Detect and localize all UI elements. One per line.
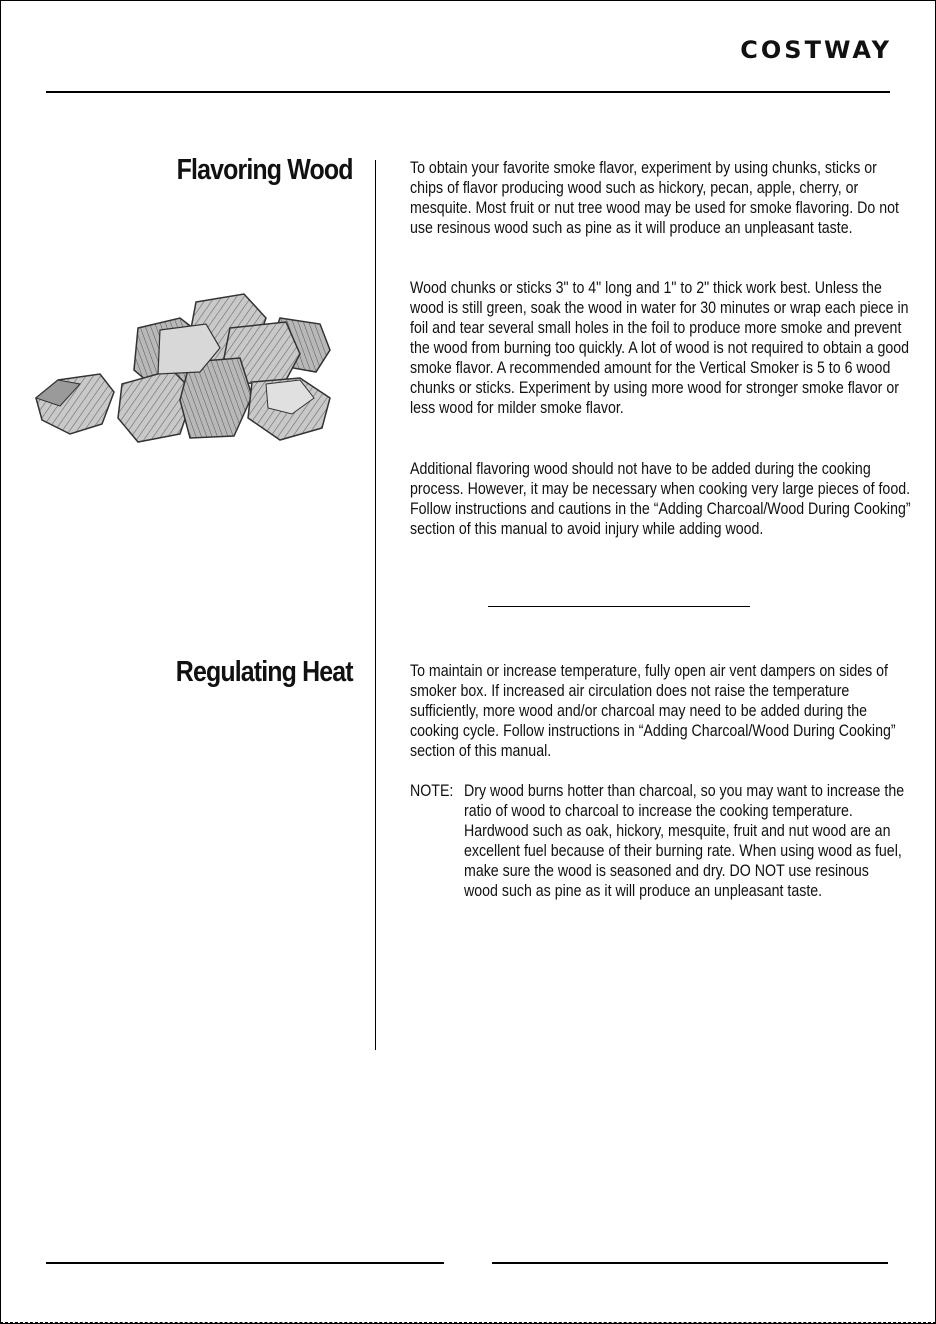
section-heading-regulating-heat: Regulating Heat bbox=[176, 656, 353, 688]
footer-rule-right bbox=[492, 1262, 888, 1264]
note-label: NOTE: bbox=[410, 782, 454, 800]
flavoring-paragraph-1: To obtain your favorite smoke flavor, experiment by using chunks, sticks or chips of flavor producing wood such as hickory, pecan, apple, cherry, or mesquite. Most fruit or nut tree wood may be used for smoke flavoring. Do not use resinous wood such as pine as it will produce an unpleasant taste. bbox=[410, 159, 900, 237]
page-cut-line bbox=[0, 1322, 936, 1323]
flavoring-paragraph-3: Additional flavoring wood should not have to be added during the cooking process. However, it may be necessary when cooking very large pieces of food. Follow instructions and cautions in the “Adding Charcoal/Wood During Cooking” section of this manual to avoid injury while adding wood. bbox=[410, 460, 911, 538]
footer-rule-left bbox=[46, 1262, 444, 1264]
brand-logo: COSTWAY bbox=[740, 36, 892, 64]
header-rule bbox=[46, 91, 890, 93]
column-divider bbox=[375, 160, 376, 1050]
note-text: Dry wood burns hotter than charcoal, so you may want to increase the ratio of wood to charcoal to increase the cooking temperature. Hardwood such as oak, hickory, mesquite, fruit and nut wood are an excellent fuel because of their burning rate. When using wood as fuel, make sure the wood is seasoned and dry. DO NOT use resinous wood such as pine as it will produce an unpleasant taste. bbox=[464, 782, 905, 900]
section-heading-flavoring-wood: Flavoring Wood bbox=[177, 154, 353, 186]
flavoring-paragraph-2: Wood chunks or sticks 3" to 4" long and 1" to 2" thick work best. Unless the wood is still green, soak the wood in water for 30 minutes or wrap each piece in foil and tear several small holes in the foil to produce more smoke and prevent the wood from burning too quickly. A lot of wood is not required to obtain a good smoke flavor. A recommended amount for the Vertical Smoker is 5 to 6 wood chunks or sticks. Experiment by using more wood for stronger smoke flavor or less wood for milder smoke flavor. bbox=[410, 279, 910, 417]
section-separator bbox=[488, 606, 750, 607]
wood-chunks-illustration bbox=[30, 288, 340, 448]
regulating-paragraph-1: To maintain or increase temperature, fully open air vent dampers on sides of smoker box. If increased air circulation does not raise the temperature sufficiently, more wood and/or charcoal may need to be added during the cooking cycle. Follow instructions in “Adding Charcoal/Wood During Cooking” section of this manual. bbox=[410, 662, 896, 760]
